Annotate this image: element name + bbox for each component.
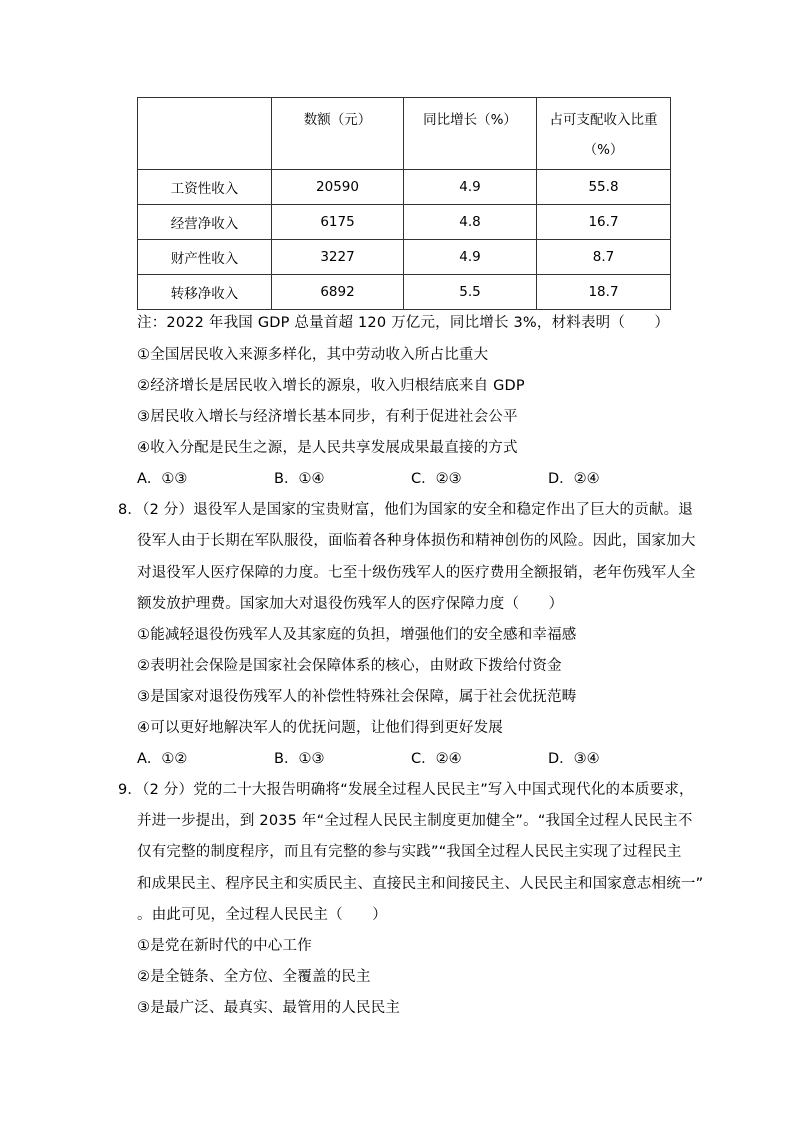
q7-item-1: ①全国居民收入来源多样化，其中劳动收入所占比重大 bbox=[137, 347, 489, 363]
header-cell-growth: 同比增长（%） bbox=[404, 98, 537, 170]
q8-option-d[interactable]: D．③④ bbox=[548, 751, 600, 767]
q9-item-2: ②是全链条、全方位、全覆盖的民主 bbox=[137, 969, 371, 985]
table-header-row bbox=[138, 98, 671, 170]
q8-stem-line-4: 额发放护理费。国家加大对退役伤残军人的医疗保障力度（ ） bbox=[137, 596, 564, 612]
table-cell: 经营净收入 bbox=[138, 205, 272, 240]
q9-item-1: ①是党在新时代的中心工作 bbox=[137, 938, 312, 954]
q7-option-a[interactable]: A．①③ bbox=[137, 471, 188, 487]
q8-option-b[interactable]: B．①③ bbox=[274, 751, 325, 767]
table-cell: 20590 bbox=[272, 170, 404, 205]
q9-stem-line-5: 。由此可见，全过程人民民主（ ） bbox=[137, 907, 387, 923]
q9-stem-line-1: 9．（2 分）党的二十大报告明确将“发展全过程人民民主”写入中国式现代化的本质要求， bbox=[118, 782, 694, 798]
table-cell: 6892 bbox=[272, 275, 404, 310]
q8-item-2: ②表明社会保险是国家社会保障体系的核心，由财政下拨给付资金 bbox=[137, 658, 562, 674]
header-cell-amount: 数额（元） bbox=[272, 98, 404, 170]
table-row bbox=[138, 205, 671, 240]
table-cell: 8.7 bbox=[537, 240, 671, 275]
table-cell: 转移净收入 bbox=[138, 275, 272, 310]
table-cell: 4.9 bbox=[404, 170, 537, 205]
q8-item-4: ④可以更好地解决军人的优抚问题，让他们得到更好发展 bbox=[137, 720, 503, 736]
table-cell: 3227 bbox=[272, 240, 404, 275]
table-cell: 4.8 bbox=[404, 205, 537, 240]
q8-option-c[interactable]: C．②④ bbox=[411, 751, 462, 767]
table-cell: 16.7 bbox=[537, 205, 671, 240]
q7-option-b[interactable]: B．①④ bbox=[274, 471, 325, 487]
q8-options bbox=[137, 747, 628, 768]
q9-item-3: ③是最广泛、最真实、最管用的人民民主 bbox=[137, 1000, 401, 1016]
q8-option-a[interactable]: A．①② bbox=[137, 751, 188, 767]
q8-stem-line-1: 8．（2 分）退役军人是国家的宝贵财富，他们为国家的安全和稳定作出了巨大的贡献。退 bbox=[118, 502, 694, 518]
q7-option-d[interactable]: D．②④ bbox=[548, 471, 600, 487]
table-cell: 工资性收入 bbox=[138, 170, 272, 205]
table-row bbox=[138, 240, 671, 275]
q8-stem-line-2: 役军人由于长期在军队服役，面临着各种身体损伤和精神创伤的风险。因此，国家加大 bbox=[137, 533, 696, 549]
table-cell: 18.7 bbox=[537, 275, 671, 310]
table-cell: 5.5 bbox=[404, 275, 537, 310]
q9-stem-line-4: 和成果民主、程序民主和实质民主、直接民主和间接民主、人民民主和国家意志相统一” bbox=[137, 876, 704, 892]
header-cell-share bbox=[537, 98, 671, 170]
table-row bbox=[138, 170, 671, 205]
table-cell: 6175 bbox=[272, 205, 404, 240]
header-share-line1: 占可支配收入比重 bbox=[549, 112, 658, 128]
q8-item-3: ③是国家对退役伤残军人的补偿性特殊社会保障，属于社会优抚范畴 bbox=[137, 689, 577, 705]
table-cell: 55.8 bbox=[537, 170, 671, 205]
q8-stem-line-3: 对退役军人医疗保障的力度。七至十级伤残军人的医疗费用全额报销，老年伤残军人全 bbox=[137, 565, 696, 581]
q7-item-3: ③居民收入增长与经济增长基本同步，有利于促进社会公平 bbox=[137, 409, 518, 425]
q7-item-2: ②经济增长是居民收入增长的源泉，收入归根结底来自 GDP bbox=[137, 378, 525, 394]
q7-item-4: ④收入分配是民生之源，是人民共享发展成果最直接的方式 bbox=[137, 440, 518, 456]
table-cell: 财产性收入 bbox=[138, 240, 272, 275]
income-table bbox=[137, 97, 671, 310]
table-cell: 4.9 bbox=[404, 240, 537, 275]
header-cell-empty bbox=[138, 98, 272, 170]
q9-stem-line-3: 仅有完整的制度程序，而且有完整的参与实践”“我国全过程人民民主实现了过程民主 bbox=[137, 844, 682, 860]
q8-item-1: ①能减轻退役伤残军人及其家庭的负担，增强他们的安全感和幸福感 bbox=[137, 627, 577, 643]
header-share-line2: （%） bbox=[583, 142, 624, 158]
q7-note: 注：2022 年我国 GDP 总量首超 120 万亿元，同比增长 3%，材料表明（ ） bbox=[137, 315, 670, 331]
q7-options bbox=[137, 467, 628, 488]
q9-stem-line-2: 并进一步提出，到 2035 年“全过程人民民主制度更加健全”。“我国全过程人民民主不 bbox=[137, 813, 693, 829]
table-row bbox=[138, 275, 671, 310]
q7-option-c[interactable]: C．②③ bbox=[411, 471, 462, 487]
